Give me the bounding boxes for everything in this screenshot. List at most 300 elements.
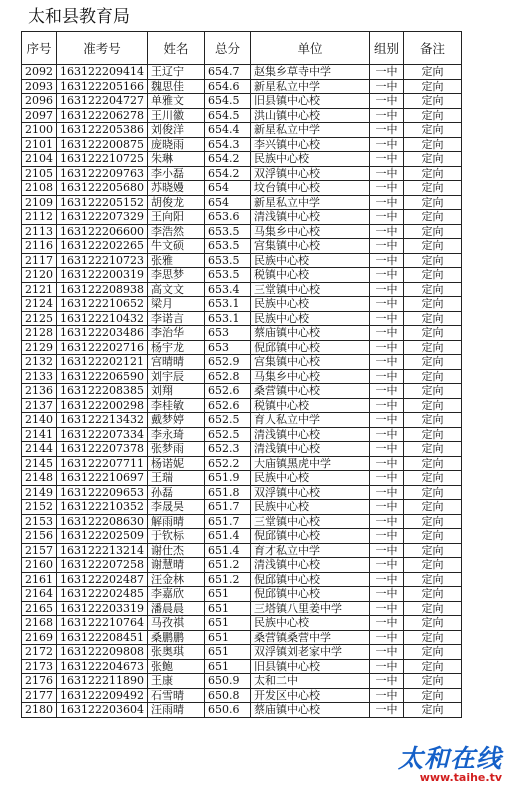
- cell-name: 戴梦婷: [148, 413, 205, 428]
- cell-school: 清浅镇中心校: [251, 210, 370, 225]
- cell-score: 654.2: [205, 166, 251, 181]
- cell-index: 2132: [22, 355, 57, 370]
- cell-score: 651: [205, 645, 251, 660]
- cell-school: 清浅镇中心校: [251, 427, 370, 442]
- cell-name: 李桂敏: [148, 398, 205, 413]
- table-row: [22, 311, 462, 326]
- cell-note: 定向: [404, 282, 462, 297]
- cell-name: 谢仕杰: [148, 543, 205, 558]
- cell-school: 民族中心校: [251, 297, 370, 312]
- cell-index: 2125: [22, 311, 57, 326]
- table-row: [22, 442, 462, 457]
- cell-score: 653.5: [205, 224, 251, 239]
- header-cell-note: 备注: [404, 32, 462, 65]
- cell-score: 651: [205, 616, 251, 631]
- cell-group: 一中: [370, 340, 404, 355]
- cell-school: 新星私立中学: [251, 79, 370, 94]
- cell-index: 2169: [22, 630, 57, 645]
- cell-exam-number: 163122204673: [57, 659, 148, 674]
- cell-name: 于钦标: [148, 529, 205, 544]
- cell-index: 2117: [22, 253, 57, 268]
- cell-index: 2164: [22, 587, 57, 602]
- cell-note: 定向: [404, 65, 462, 80]
- cell-score: 652.5: [205, 413, 251, 428]
- cell-note: 定向: [404, 427, 462, 442]
- cell-group: 一中: [370, 485, 404, 500]
- cell-group: 一中: [370, 79, 404, 94]
- cell-group: 一中: [370, 195, 404, 210]
- table-row: [22, 616, 462, 631]
- site-watermark: [398, 745, 502, 784]
- cell-name: 汪雨晴: [148, 703, 205, 718]
- cell-index: 2093: [22, 79, 57, 94]
- cell-exam-number: 163122203604: [57, 703, 148, 718]
- cell-index: 2112: [22, 210, 57, 225]
- table-row: [22, 645, 462, 660]
- cell-exam-number: 163122200875: [57, 137, 148, 152]
- cell-score: 650.6: [205, 703, 251, 718]
- cell-index: 2136: [22, 384, 57, 399]
- cell-score: 654.5: [205, 108, 251, 123]
- cell-group: 一中: [370, 268, 404, 283]
- cell-name: 李永琦: [148, 427, 205, 442]
- cell-index: 2165: [22, 601, 57, 616]
- cell-note: 定向: [404, 398, 462, 413]
- cell-score: 653: [205, 340, 251, 355]
- cell-exam-number: 163122213214: [57, 543, 148, 558]
- cell-note: 定向: [404, 166, 462, 181]
- cell-school: 倪邱镇中心校: [251, 340, 370, 355]
- cell-group: 一中: [370, 369, 404, 384]
- cell-note: 定向: [404, 616, 462, 631]
- cell-exam-number: 163122202487: [57, 572, 148, 587]
- cell-exam-number: 163122210652: [57, 297, 148, 312]
- cell-note: 定向: [404, 311, 462, 326]
- cell-score: 654.7: [205, 65, 251, 80]
- cell-exam-number: 163122208938: [57, 282, 148, 297]
- cell-note: 定向: [404, 558, 462, 573]
- cell-name: 王康: [148, 674, 205, 689]
- cell-index: 2124: [22, 297, 57, 312]
- cell-exam-number: 163122202485: [57, 587, 148, 602]
- cell-exam-number: 163122202121: [57, 355, 148, 370]
- cell-name: 宫晴晴: [148, 355, 205, 370]
- table-row: [22, 123, 462, 138]
- table-row: [22, 543, 462, 558]
- cell-name: 潘晨晨: [148, 601, 205, 616]
- cell-index: 2109: [22, 195, 57, 210]
- cell-note: 定向: [404, 587, 462, 602]
- header-cell-exam-number: 准考号: [57, 32, 148, 65]
- cell-index: 2129: [22, 340, 57, 355]
- table-row: [22, 688, 462, 703]
- cell-exam-number: 163122209492: [57, 688, 148, 703]
- cell-name: 苏晓嫚: [148, 181, 205, 196]
- cell-name: 李晟昊: [148, 500, 205, 515]
- cell-note: 定向: [404, 456, 462, 471]
- cell-note: 定向: [404, 500, 462, 515]
- cell-note: 定向: [404, 79, 462, 94]
- cell-school: 三塔镇八里姜中学: [251, 601, 370, 616]
- cell-score: 653.5: [205, 239, 251, 254]
- cell-school: 民族中心校: [251, 152, 370, 167]
- cell-school: 蔡庙镇中心校: [251, 703, 370, 718]
- cell-group: 一中: [370, 384, 404, 399]
- cell-note: 定向: [404, 123, 462, 138]
- cell-index: 2176: [22, 674, 57, 689]
- cell-group: 一中: [370, 601, 404, 616]
- cell-note: 定向: [404, 137, 462, 152]
- cell-name: 王川徽: [148, 108, 205, 123]
- table-row: [22, 471, 462, 486]
- cell-score: 651: [205, 630, 251, 645]
- cell-group: 一中: [370, 688, 404, 703]
- cell-name: 张梦雨: [148, 442, 205, 457]
- cell-name: 刘宇辰: [148, 369, 205, 384]
- cell-score: 651: [205, 659, 251, 674]
- cell-score: 652.6: [205, 384, 251, 399]
- cell-score: 654.3: [205, 137, 251, 152]
- cell-score: 652.3: [205, 442, 251, 457]
- cell-note: 定向: [404, 485, 462, 500]
- cell-score: 651: [205, 601, 251, 616]
- cell-group: 一中: [370, 152, 404, 167]
- cell-group: 一中: [370, 471, 404, 486]
- cell-exam-number: 163122205386: [57, 123, 148, 138]
- cell-index: 2168: [22, 616, 57, 631]
- table-row: [22, 65, 462, 80]
- cell-school: 清浅镇中心校: [251, 442, 370, 457]
- cell-name: 谢慧晴: [148, 558, 205, 573]
- cell-index: 2141: [22, 427, 57, 442]
- cell-exam-number: 163122205680: [57, 181, 148, 196]
- cell-index: 2161: [22, 572, 57, 587]
- cell-note: 定向: [404, 297, 462, 312]
- admission-table: [21, 31, 462, 718]
- table-row: [22, 558, 462, 573]
- cell-note: 定向: [404, 572, 462, 587]
- cell-exam-number: 163122207378: [57, 442, 148, 457]
- cell-note: 定向: [404, 268, 462, 283]
- cell-score: 652.2: [205, 456, 251, 471]
- cell-school: 倪邱镇中心校: [251, 572, 370, 587]
- cell-index: 2097: [22, 108, 57, 123]
- cell-index: 2153: [22, 514, 57, 529]
- cell-score: 654.4: [205, 123, 251, 138]
- header-cell-name: 姓名: [148, 32, 205, 65]
- cell-index: 2173: [22, 659, 57, 674]
- cell-group: 一中: [370, 355, 404, 370]
- cell-score: 651.2: [205, 558, 251, 573]
- cell-school: 桑营镇桑营中学: [251, 630, 370, 645]
- cell-school: 坟台镇中心校: [251, 181, 370, 196]
- cell-note: 定向: [404, 326, 462, 341]
- watermark-url: www.taihe.tv: [419, 771, 502, 784]
- cell-score: 650.9: [205, 674, 251, 689]
- cell-note: 定向: [404, 703, 462, 718]
- cell-exam-number: 163122202265: [57, 239, 148, 254]
- cell-score: 651.7: [205, 500, 251, 515]
- cell-score: 651.4: [205, 529, 251, 544]
- cell-name: 汪金林: [148, 572, 205, 587]
- cell-score: 653: [205, 326, 251, 341]
- cell-score: 651.9: [205, 471, 251, 486]
- cell-name: 张鲍: [148, 659, 205, 674]
- cell-note: 定向: [404, 253, 462, 268]
- cell-exam-number: 163122210725: [57, 152, 148, 167]
- cell-exam-number: 163122203319: [57, 601, 148, 616]
- header-cell-index: 序号: [22, 32, 57, 65]
- cell-score: 651.7: [205, 514, 251, 529]
- cell-index: 2156: [22, 529, 57, 544]
- table-row: [22, 79, 462, 94]
- table-row: [22, 340, 462, 355]
- cell-note: 定向: [404, 152, 462, 167]
- cell-school: 洪山镇中心校: [251, 108, 370, 123]
- cell-score: 654.5: [205, 94, 251, 109]
- cell-name: 孙磊: [148, 485, 205, 500]
- cell-group: 一中: [370, 311, 404, 326]
- cell-school: 双浮镇刘老家中学: [251, 645, 370, 660]
- cell-school: 赵集乡草寺中学: [251, 65, 370, 80]
- cell-group: 一中: [370, 514, 404, 529]
- cell-note: 定向: [404, 210, 462, 225]
- cell-school: 民族中心校: [251, 253, 370, 268]
- cell-exam-number: 163122210697: [57, 471, 148, 486]
- cell-score: 651.4: [205, 543, 251, 558]
- cell-index: 2096: [22, 94, 57, 109]
- cell-group: 一中: [370, 659, 404, 674]
- cell-index: 2177: [22, 688, 57, 703]
- cell-score: 651.8: [205, 485, 251, 500]
- cell-group: 一中: [370, 572, 404, 587]
- cell-group: 一中: [370, 427, 404, 442]
- cell-note: 定向: [404, 340, 462, 355]
- cell-index: 2148: [22, 471, 57, 486]
- cell-name: 刘翔: [148, 384, 205, 399]
- cell-name: 李嘉欣: [148, 587, 205, 602]
- cell-group: 一中: [370, 166, 404, 181]
- cell-score: 654.2: [205, 152, 251, 167]
- header-row: [22, 32, 462, 65]
- cell-name: 解雨晴: [148, 514, 205, 529]
- cell-index: 2113: [22, 224, 57, 239]
- cell-name: 杨诺妮: [148, 456, 205, 471]
- cell-note: 定向: [404, 369, 462, 384]
- header-cell-score: 总分: [205, 32, 251, 65]
- cell-note: 定向: [404, 630, 462, 645]
- cell-school: 清浅镇中心校: [251, 558, 370, 573]
- cell-exam-number: 163122206600: [57, 224, 148, 239]
- table-row: [22, 413, 462, 428]
- cell-index: 2137: [22, 398, 57, 413]
- cell-score: 654: [205, 195, 251, 210]
- cell-exam-number: 163122208630: [57, 514, 148, 529]
- cell-school: 开发区中心校: [251, 688, 370, 703]
- cell-exam-number: 163122211890: [57, 674, 148, 689]
- table-row: [22, 181, 462, 196]
- cell-index: 2092: [22, 65, 57, 80]
- cell-note: 定向: [404, 224, 462, 239]
- cell-name: 张雅: [148, 253, 205, 268]
- table-row: [22, 195, 462, 210]
- cell-note: 定向: [404, 94, 462, 109]
- cell-name: 高文文: [148, 282, 205, 297]
- cell-note: 定向: [404, 645, 462, 660]
- cell-note: 定向: [404, 529, 462, 544]
- cell-note: 定向: [404, 688, 462, 703]
- cell-exam-number: 163122209808: [57, 645, 148, 660]
- cell-group: 一中: [370, 587, 404, 602]
- cell-index: 2104: [22, 152, 57, 167]
- table-row: [22, 137, 462, 152]
- cell-school: 育才私立中学: [251, 543, 370, 558]
- cell-school: 双浮镇中心校: [251, 485, 370, 500]
- cell-index: 2133: [22, 369, 57, 384]
- cell-exam-number: 163122200319: [57, 268, 148, 283]
- cell-name: 胡俊龙: [148, 195, 205, 210]
- cell-index: 2172: [22, 645, 57, 660]
- cell-index: 2144: [22, 442, 57, 457]
- cell-group: 一中: [370, 616, 404, 631]
- cell-exam-number: 163122200298: [57, 398, 148, 413]
- cell-note: 定向: [404, 442, 462, 457]
- table-row: [22, 166, 462, 181]
- cell-index: 2152: [22, 500, 57, 515]
- table-row: [22, 355, 462, 370]
- cell-index: 2101: [22, 137, 57, 152]
- cell-note: 定向: [404, 601, 462, 616]
- cell-name: 梁月: [148, 297, 205, 312]
- cell-score: 653.4: [205, 282, 251, 297]
- cell-note: 定向: [404, 355, 462, 370]
- cell-group: 一中: [370, 181, 404, 196]
- cell-name: 王向阳: [148, 210, 205, 225]
- cell-group: 一中: [370, 558, 404, 573]
- cell-name: 魏思佳: [148, 79, 205, 94]
- cell-school: 育人私立中学: [251, 413, 370, 428]
- cell-exam-number: 163122202716: [57, 340, 148, 355]
- cell-exam-number: 163122207711: [57, 456, 148, 471]
- cell-group: 一中: [370, 239, 404, 254]
- table-row: [22, 427, 462, 442]
- cell-school: 大庙镇黑虎中学: [251, 456, 370, 471]
- cell-name: 李治华: [148, 326, 205, 341]
- watermark-brand: 太和在线: [397, 744, 502, 773]
- cell-group: 一中: [370, 123, 404, 138]
- cell-index: 2149: [22, 485, 57, 500]
- cell-index: 2145: [22, 456, 57, 471]
- cell-exam-number: 163122206590: [57, 369, 148, 384]
- cell-school: 新星私立中学: [251, 195, 370, 210]
- cell-note: 定向: [404, 543, 462, 558]
- table-row: [22, 282, 462, 297]
- cell-score: 654.6: [205, 79, 251, 94]
- cell-school: 桑营镇中心校: [251, 384, 370, 399]
- cell-exam-number: 163122210352: [57, 500, 148, 515]
- cell-school: 新星私立中学: [251, 123, 370, 138]
- table-row: [22, 297, 462, 312]
- cell-exam-number: 163122209653: [57, 485, 148, 500]
- cell-school: 旧县镇中心校: [251, 94, 370, 109]
- cell-index: 2120: [22, 268, 57, 283]
- cell-group: 一中: [370, 456, 404, 471]
- header-cell-group: 组别: [370, 32, 404, 65]
- table-row: [22, 703, 462, 718]
- cell-index: 2121: [22, 282, 57, 297]
- cell-group: 一中: [370, 224, 404, 239]
- table-body: [22, 32, 462, 718]
- cell-school: 双浮镇中心校: [251, 166, 370, 181]
- cell-note: 定向: [404, 239, 462, 254]
- cell-name: 张奥琪: [148, 645, 205, 660]
- document-title: 太和县教育局: [28, 7, 130, 27]
- cell-school: 马集乡中心校: [251, 224, 370, 239]
- cell-name: 庞晓雨: [148, 137, 205, 152]
- cell-name: 李思梦: [148, 268, 205, 283]
- cell-group: 一中: [370, 253, 404, 268]
- cell-group: 一中: [370, 630, 404, 645]
- cell-name: 石雪晴: [148, 688, 205, 703]
- cell-note: 定向: [404, 514, 462, 529]
- table-row: [22, 239, 462, 254]
- table-row: [22, 384, 462, 399]
- cell-note: 定向: [404, 181, 462, 196]
- cell-school: 三堂镇中心校: [251, 514, 370, 529]
- cell-exam-number: 163122210723: [57, 253, 148, 268]
- table-row: [22, 398, 462, 413]
- table-row: [22, 572, 462, 587]
- cell-index: 2116: [22, 239, 57, 254]
- table-row: [22, 456, 462, 471]
- cell-score: 652.8: [205, 369, 251, 384]
- cell-school: 民族中心校: [251, 471, 370, 486]
- cell-index: 2108: [22, 181, 57, 196]
- cell-score: 653.5: [205, 253, 251, 268]
- cell-exam-number: 163122202509: [57, 529, 148, 544]
- cell-group: 一中: [370, 326, 404, 341]
- cell-school: 宫集镇中心校: [251, 239, 370, 254]
- cell-exam-number: 163122207329: [57, 210, 148, 225]
- cell-school: 李兴镇中心校: [251, 137, 370, 152]
- cell-index: 2105: [22, 166, 57, 181]
- cell-exam-number: 163122208451: [57, 630, 148, 645]
- cell-exam-number: 163122207258: [57, 558, 148, 573]
- cell-name: 李浩然: [148, 224, 205, 239]
- cell-note: 定向: [404, 195, 462, 210]
- cell-name: 牛文硕: [148, 239, 205, 254]
- cell-exam-number: 163122205166: [57, 79, 148, 94]
- cell-group: 一中: [370, 108, 404, 123]
- cell-exam-number: 163122206278: [57, 108, 148, 123]
- cell-index: 2140: [22, 413, 57, 428]
- cell-school: 税镇中心校: [251, 398, 370, 413]
- cell-group: 一中: [370, 529, 404, 544]
- cell-group: 一中: [370, 282, 404, 297]
- cell-school: 宫集镇中心校: [251, 355, 370, 370]
- table-row: [22, 601, 462, 616]
- cell-group: 一中: [370, 65, 404, 80]
- cell-name: 朱琳: [148, 152, 205, 167]
- cell-name: 李诺言: [148, 311, 205, 326]
- cell-note: 定向: [404, 471, 462, 486]
- cell-group: 一中: [370, 442, 404, 457]
- cell-index: 2180: [22, 703, 57, 718]
- cell-score: 653.1: [205, 311, 251, 326]
- cell-exam-number: 163122209414: [57, 65, 148, 80]
- cell-school: 税镇中心校: [251, 268, 370, 283]
- table-row: [22, 253, 462, 268]
